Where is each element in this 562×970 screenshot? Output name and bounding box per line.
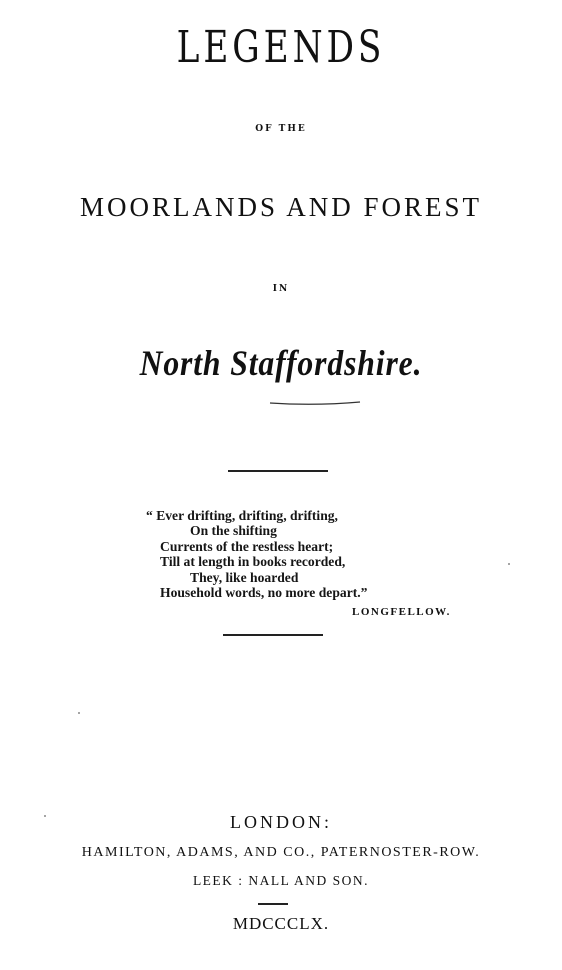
imprint-city: LONDON: bbox=[230, 812, 332, 832]
paper-speck bbox=[44, 815, 46, 817]
paper-speck bbox=[78, 712, 80, 714]
epigraph-line: “ Ever drifting, drifting, drifting, bbox=[146, 508, 338, 523]
imprint-local-publisher: LEEK : NALL AND SON. bbox=[192, 873, 370, 888]
imprint-publisher: HAMILTON, ADAMS, AND CO., PATERNOSTER-ROW. bbox=[81, 845, 481, 860]
divider-rule-bottom bbox=[223, 634, 323, 636]
region-blackletter: North Staffordshire. bbox=[139, 343, 423, 383]
book-title: LEGENDS bbox=[176, 22, 386, 73]
divider-rule-top bbox=[228, 470, 328, 472]
flourish-ornament bbox=[268, 400, 362, 406]
epigraph bbox=[146, 508, 367, 600]
book-subtitle: MOORLANDS AND FOREST bbox=[79, 192, 483, 222]
epigraph-line: Household words, no more depart.” bbox=[160, 585, 368, 601]
of-the-label: OF THE bbox=[255, 124, 307, 134]
epigraph-line: Till at length in books recorded, bbox=[160, 554, 346, 570]
imprint-rule bbox=[258, 903, 288, 905]
epigraph-line: On the shifting bbox=[190, 523, 277, 539]
epigraph-line: Currents of the restless heart; bbox=[160, 538, 334, 554]
epigraph-attribution: LONGFELLOW. bbox=[352, 606, 451, 618]
paper-speck bbox=[508, 563, 510, 565]
epigraph-line: They, like hoarded bbox=[190, 569, 299, 585]
imprint-date: MDCCCLX. bbox=[232, 914, 330, 933]
in-label: IN bbox=[272, 284, 290, 294]
